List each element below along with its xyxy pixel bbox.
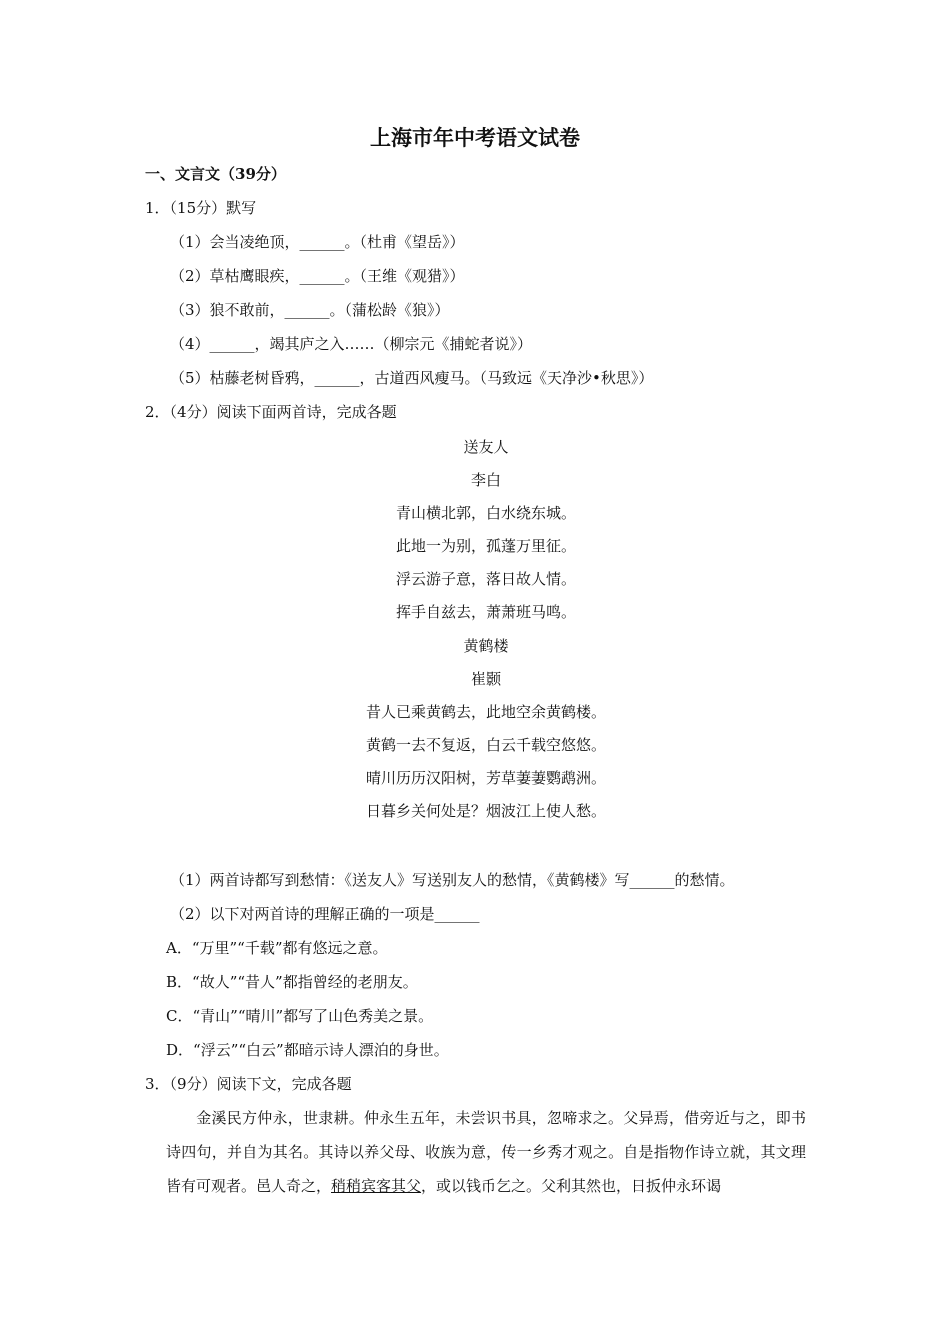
poem-1-title: 送友人 xyxy=(463,438,509,456)
poem-line: 浮云游子意，落日故人情。 xyxy=(395,570,576,588)
option-a: A．“万里”“千载”都有悠远之意。 xyxy=(166,939,388,957)
poem-1-author: 李白 xyxy=(470,471,501,489)
poem-line: 挥手自兹去，萧萧班马鸣。 xyxy=(395,603,576,621)
q2-subquestion-2: （2）以下对两首诗的理解正确的一项是______ xyxy=(170,905,480,923)
q1-item: （1）会当凌绝顶，______。（杜甫《望岳》） xyxy=(170,233,465,251)
question-1-heading: 1．（15分）默写 xyxy=(145,199,257,217)
underlined-phrase: 稍稍宾客其父 xyxy=(331,1177,422,1195)
option-c: C．“青山”“晴川”都写了山色秀美之景。 xyxy=(166,1007,434,1025)
q2-subquestion-1: （1）两首诗都写到愁情：《送友人》写送别友人的愁情，《黄鹤楼》写______的愁情。 xyxy=(170,871,735,889)
passage-text: ，或以钱币乞之。父利其然也，日扳仲永环谒 xyxy=(421,1177,722,1195)
q1-item: （2）草枯鹰眼疾，______。（王维《观猎》） xyxy=(170,267,465,285)
poem-line: 昔人已乘黄鹤去，此地空余黄鹤楼。 xyxy=(365,703,606,721)
classical-passage xyxy=(166,1101,806,1203)
question-2-heading: 2．（4分）阅读下面两首诗，完成各题 xyxy=(145,403,397,421)
poem-2-title: 黄鹤楼 xyxy=(463,637,509,655)
option-d: D．“浮云”“白云”都暗示诗人漂泊的身世。 xyxy=(166,1041,449,1059)
option-b: B．“故人”“昔人”都指曾经的老朋友。 xyxy=(166,973,418,991)
poem-2-author: 崔颢 xyxy=(470,670,501,688)
poem-line: 晴川历历汉阳树，芳草萋萋鹦鹉洲。 xyxy=(365,769,606,787)
q1-item: （5）枯藤老树昏鸦，______，古道西风瘦马。（马致远《天净沙•秋思》） xyxy=(170,369,654,387)
q1-item: （4）______，竭其庐之入……（柳宗元《捕蛇者说》） xyxy=(170,335,533,353)
q1-item: （3）狼不敢前，______。（蒲松龄《狼》） xyxy=(170,301,450,319)
poem-line: 此地一为别，孤蓬万里征。 xyxy=(395,537,576,555)
poem-line: 日暮乡关何处是？烟波江上使人愁。 xyxy=(365,802,606,820)
question-3-heading: 3．（9分）阅读下文，完成各题 xyxy=(145,1075,352,1093)
poem-line: 黄鹤一去不复返，白云千载空悠悠。 xyxy=(365,736,606,754)
section-heading: 一、文言文（39分） xyxy=(145,165,286,183)
passage-text: 金溪民方仲永，世隶耕。仲永生五年，未尝识书具，忽啼求之。父异焉，借旁近与之，即书诗四句，并自为其名。其诗以养父母、收族为意，传一乡秀才观之。自是指物作诗立就，其文理皆有可观者。邑人奇之， xyxy=(166,1109,806,1195)
poem-line: 青山横北郭，白水绕东城。 xyxy=(395,504,576,522)
page-title: 上海市年中考语文试卷 xyxy=(370,125,580,150)
